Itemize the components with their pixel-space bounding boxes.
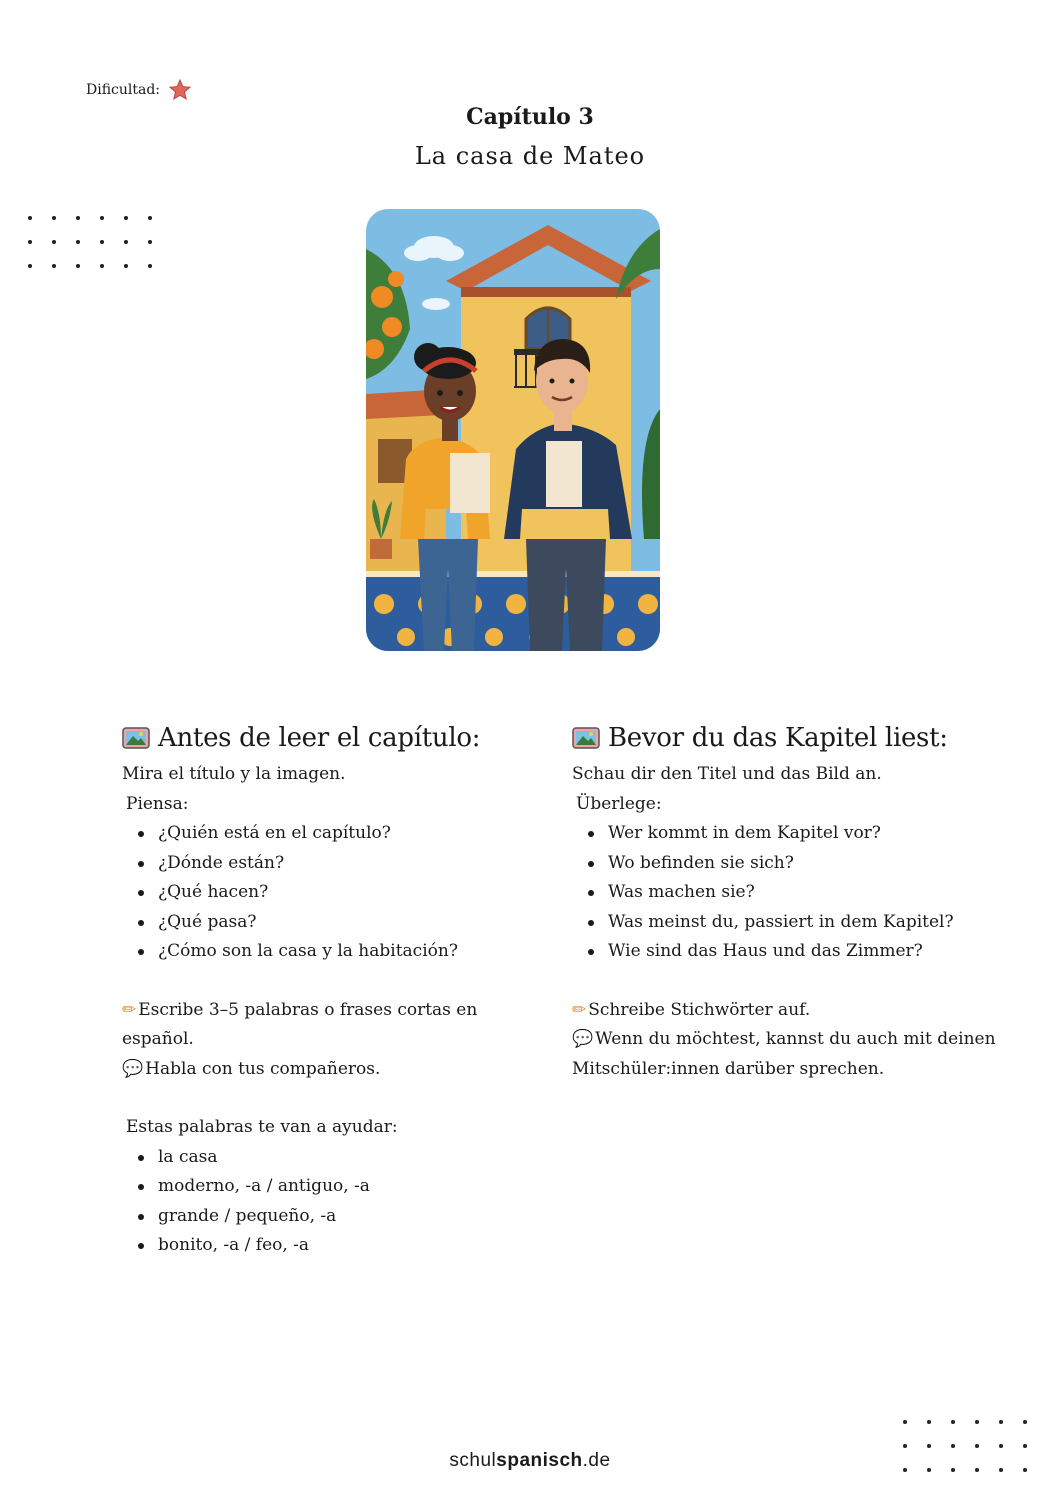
right-heading-text: Bevor du das Kapitel liest: [608, 723, 948, 753]
picture-icon [572, 727, 600, 749]
list-item: ¿Quién está en el capítulo? [158, 819, 542, 849]
footer-website: schulspanisch.de [449, 1450, 611, 1471]
vocab-list [122, 1143, 542, 1261]
list-item: la casa [158, 1143, 542, 1173]
german-instructions [572, 722, 1012, 1084]
list-item: moderno, -a / antiguo, -a [158, 1172, 542, 1202]
chapter-title: La casa de Mateo [414, 142, 646, 170]
picture-icon [122, 727, 150, 749]
right-question-list [572, 819, 1012, 967]
right-talk-task: 💬 Wenn du möchtest, kannst du auch mit deinen Mitschüler:innen darüber sprechen. [572, 1025, 1012, 1084]
list-item: Wo befinden sie sich? [608, 849, 1012, 879]
decorative-dot-grid [28, 216, 152, 268]
left-talk-task: 💬 Habla con tus compañeros. [122, 1055, 542, 1085]
list-item: ¿Qué hacen? [158, 878, 542, 908]
right-write-task: ✏ Schreibe Stichwörter auf. [572, 996, 1012, 1026]
right-intro: Schau dir den Titel und das Bild an. [572, 764, 882, 784]
left-write-task: ✏ Escribe 3–5 palabras o frases cortas en español. [122, 996, 542, 1055]
list-item: grande / pequeño, -a [158, 1202, 542, 1232]
pencil-icon: ✏ [572, 999, 587, 1020]
list-item: ¿Dónde están? [158, 849, 542, 879]
pencil-icon: ✏ [122, 999, 137, 1020]
list-item: ¿Cómo son la casa y la habitación? [158, 937, 542, 967]
list-item: Was machen sie? [608, 878, 1012, 908]
difficulty-label: Dificultad: [86, 82, 161, 98]
left-heading [122, 722, 542, 754]
chapter-number: Capítulo 3 [466, 104, 594, 130]
star-icon [168, 78, 192, 102]
spanish-instructions [122, 722, 542, 1261]
left-heading-text: Antes de leer el capítulo: [158, 723, 481, 753]
list-item: Was meinst du, passiert in dem Kapitel? [608, 908, 1012, 938]
list-item: Wie sind das Haus und das Zimmer? [608, 937, 1012, 967]
vocab-intro: Estas palabras te van a ayudar: [126, 1117, 398, 1137]
difficulty-rating [86, 78, 192, 102]
list-item: ¿Qué pasa? [158, 908, 542, 938]
list-item: Wer kommt in dem Kapitel vor? [608, 819, 1012, 849]
speech-bubble-icon: 💬 [122, 1058, 144, 1079]
right-think-label: Überlege: [576, 793, 662, 814]
left-question-list [122, 819, 542, 967]
list-item: bonito, -a / feo, -a [158, 1231, 542, 1261]
left-think-label: Piensa: [126, 793, 189, 814]
right-heading [572, 722, 1012, 754]
speech-bubble-icon: 💬 [572, 1029, 594, 1049]
left-intro: Mira el título y la imagen. [122, 764, 346, 784]
chapter-illustration [366, 209, 660, 651]
